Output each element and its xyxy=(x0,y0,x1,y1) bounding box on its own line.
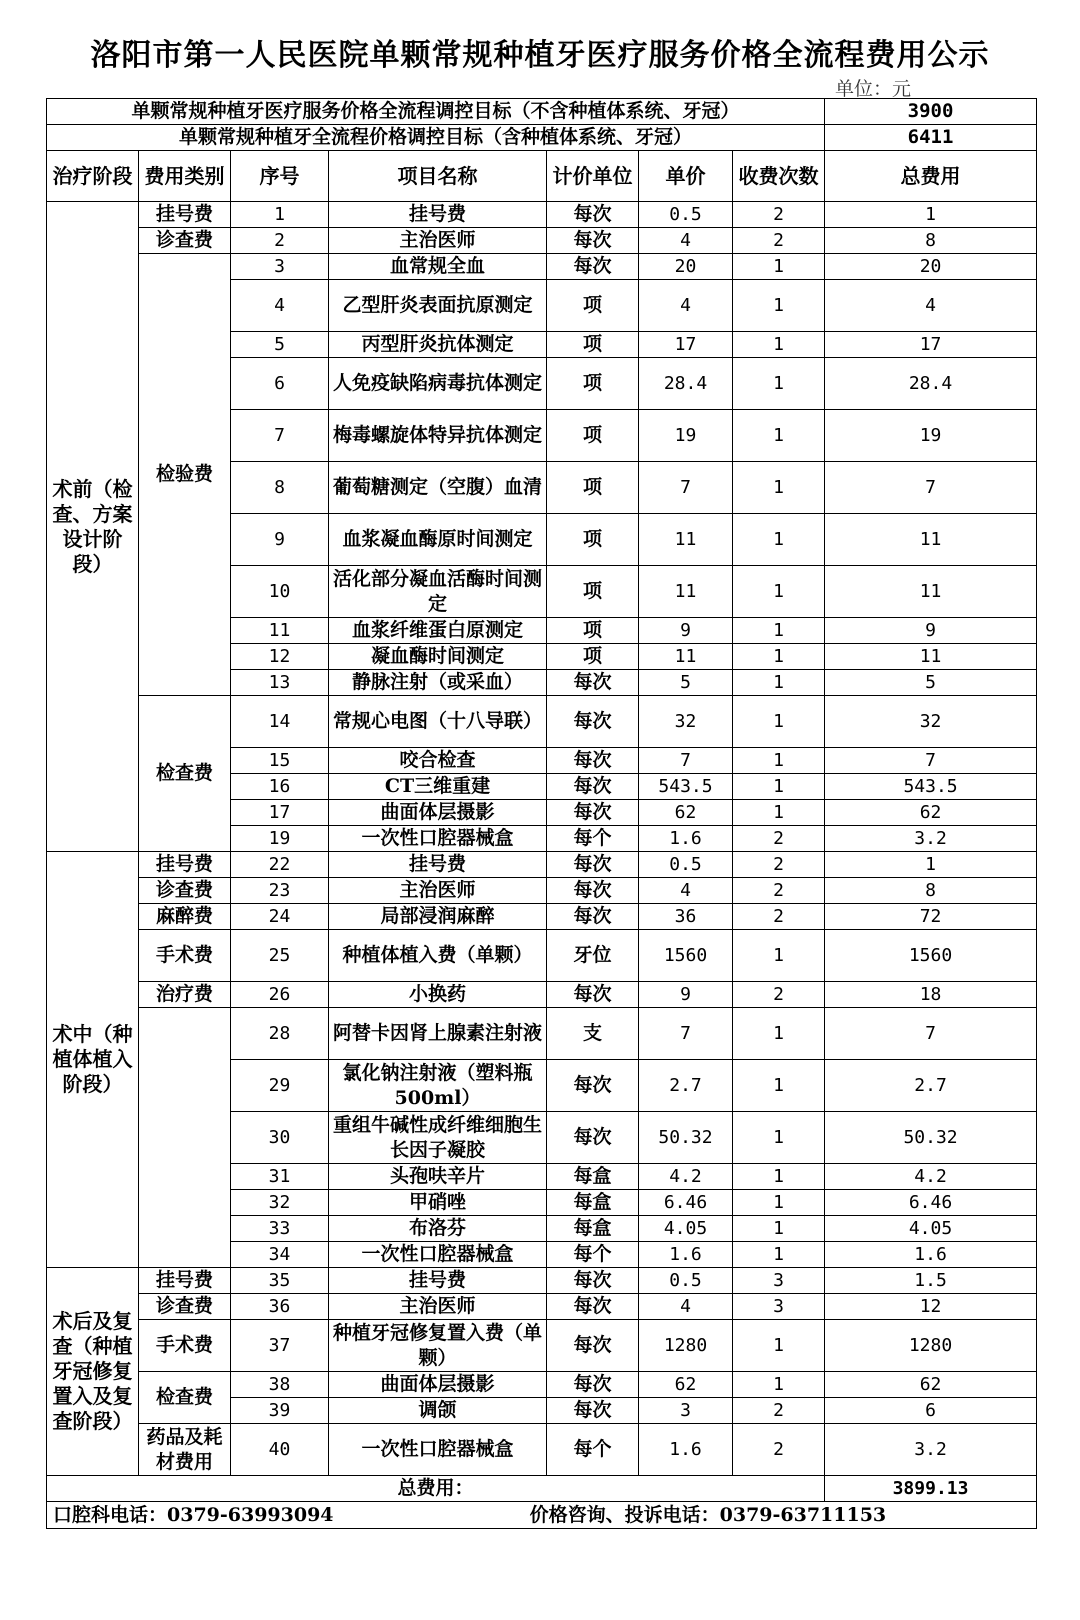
total-cell: 1280 xyxy=(825,1320,1037,1372)
times-cell: 3 xyxy=(733,1268,825,1294)
category-cell: 手术费 xyxy=(139,1320,231,1372)
unit-cell: 每次 xyxy=(547,1060,639,1112)
times-cell: 1 xyxy=(733,1164,825,1190)
times-cell: 1 xyxy=(733,696,825,748)
total-cell: 1.6 xyxy=(825,1242,1037,1268)
times-cell: 2 xyxy=(733,1398,825,1424)
price-cell: 11 xyxy=(639,566,733,618)
times-cell: 2 xyxy=(733,878,825,904)
total-cell: 6 xyxy=(825,1398,1037,1424)
unit-cell: 项 xyxy=(547,280,639,332)
total-cell: 62 xyxy=(825,800,1037,826)
item-name-cell: 重组牛碱性成纤维细胞生长因子凝胶 xyxy=(329,1112,547,1164)
column-header: 总费用 xyxy=(825,151,1037,202)
unit-cell: 每次 xyxy=(547,254,639,280)
item-name-cell: 血浆凝血酶原时间测定 xyxy=(329,514,547,566)
seq-cell: 30 xyxy=(231,1112,329,1164)
times-cell: 1 xyxy=(733,800,825,826)
unit-cell: 每盒 xyxy=(547,1216,639,1242)
total-cell: 11 xyxy=(825,514,1037,566)
price-cell: 543.5 xyxy=(639,774,733,800)
category-cell: 治疗费 xyxy=(139,982,231,1008)
seq-cell: 37 xyxy=(231,1320,329,1372)
seq-cell: 15 xyxy=(231,748,329,774)
price-cell: 3 xyxy=(639,1398,733,1424)
total-cell: 62 xyxy=(825,1372,1037,1398)
stage-cell: 术前（检查、方案设计阶段） xyxy=(47,202,139,852)
times-cell: 2 xyxy=(733,1424,825,1476)
item-name-cell: 血浆纤维蛋白原测定 xyxy=(329,618,547,644)
price-cell: 6.46 xyxy=(639,1190,733,1216)
unit-cell: 项 xyxy=(547,332,639,358)
seq-cell: 1 xyxy=(231,202,329,228)
item-name-cell: 氯化钠注射液（塑料瓶500ml） xyxy=(329,1060,547,1112)
item-name-cell: 布洛芬 xyxy=(329,1216,547,1242)
times-cell: 2 xyxy=(733,826,825,852)
column-header: 治疗阶段 xyxy=(47,151,139,202)
price-cell: 9 xyxy=(639,618,733,644)
seq-cell: 19 xyxy=(231,826,329,852)
price-cell: 4 xyxy=(639,280,733,332)
price-cell: 9 xyxy=(639,982,733,1008)
unit-cell: 每个 xyxy=(547,1242,639,1268)
total-cell: 17 xyxy=(825,332,1037,358)
unit-label: 单位：元 xyxy=(835,78,912,100)
times-cell: 1 xyxy=(733,670,825,696)
item-name-cell: 挂号费 xyxy=(329,852,547,878)
total-cell: 9 xyxy=(825,618,1037,644)
price-cell: 4 xyxy=(639,1294,733,1320)
item-name-cell: 静脉注射（或采血） xyxy=(329,670,547,696)
page-title: 洛阳市第一人民医院单颗常规种植牙医疗服务价格全流程费用公示 xyxy=(90,38,990,73)
unit-cell: 每次 xyxy=(547,800,639,826)
seq-cell: 6 xyxy=(231,358,329,410)
times-cell: 1 xyxy=(733,566,825,618)
category-cell: 检验费 xyxy=(139,254,231,696)
item-name-cell: 阿替卡因肾上腺素注射液 xyxy=(329,1008,547,1060)
item-name-cell: 种植体植入费（单颗） xyxy=(329,930,547,982)
seq-cell: 16 xyxy=(231,774,329,800)
seq-cell: 10 xyxy=(231,566,329,618)
seq-cell: 5 xyxy=(231,332,329,358)
seq-cell: 32 xyxy=(231,1190,329,1216)
total-cell: 28.4 xyxy=(825,358,1037,410)
column-header: 计价单位 xyxy=(547,151,639,202)
times-cell: 1 xyxy=(733,644,825,670)
item-name-cell: 甲硝唑 xyxy=(329,1190,547,1216)
column-header: 单价 xyxy=(639,151,733,202)
target-row xyxy=(47,125,1037,151)
times-cell: 1 xyxy=(733,410,825,462)
seq-cell: 23 xyxy=(231,878,329,904)
footer-cell xyxy=(47,1502,1037,1529)
category-cell xyxy=(139,1008,231,1268)
price-cell: 0.5 xyxy=(639,1268,733,1294)
category-cell: 检查费 xyxy=(139,1372,231,1424)
seq-cell: 28 xyxy=(231,1008,329,1060)
category-cell: 挂号费 xyxy=(139,1268,231,1294)
unit-cell: 项 xyxy=(547,358,639,410)
item-name-cell: 种植牙冠修复置入费（单颗） xyxy=(329,1320,547,1372)
price-cell: 4 xyxy=(639,878,733,904)
times-cell: 2 xyxy=(733,982,825,1008)
price-cell: 4.2 xyxy=(639,1164,733,1190)
item-name-cell: 主治医师 xyxy=(329,878,547,904)
unit-cell: 项 xyxy=(547,514,639,566)
unit-cell: 每次 xyxy=(547,748,639,774)
seq-cell: 13 xyxy=(231,670,329,696)
category-cell: 诊查费 xyxy=(139,1294,231,1320)
total-cell: 4.05 xyxy=(825,1216,1037,1242)
table-row xyxy=(47,1008,1037,1060)
unit-cell: 项 xyxy=(547,410,639,462)
target-label: 单颗常规种植牙医疗服务价格全流程调控目标（不含种植体系统、牙冠） xyxy=(47,99,825,125)
category-cell: 挂号费 xyxy=(139,202,231,228)
total-cell: 4.2 xyxy=(825,1164,1037,1190)
item-name-cell: 曲面体层摄影 xyxy=(329,1372,547,1398)
times-cell: 2 xyxy=(733,228,825,254)
total-row xyxy=(47,1476,1037,1502)
times-cell: 3 xyxy=(733,1294,825,1320)
unit-cell: 每次 xyxy=(547,1372,639,1398)
item-name-cell: 葡萄糖测定（空腹）血清 xyxy=(329,462,547,514)
times-cell: 1 xyxy=(733,332,825,358)
price-cell: 1.6 xyxy=(639,1424,733,1476)
times-cell: 1 xyxy=(733,462,825,514)
total-cell: 11 xyxy=(825,566,1037,618)
total-label: 总费用： xyxy=(47,1476,825,1502)
seq-cell: 22 xyxy=(231,852,329,878)
table-row xyxy=(47,1372,1037,1398)
seq-cell: 9 xyxy=(231,514,329,566)
total-cell: 3.2 xyxy=(825,826,1037,852)
unit-cell: 每次 xyxy=(547,670,639,696)
times-cell: 1 xyxy=(733,254,825,280)
total-value: 3899.13 xyxy=(825,1476,1037,1502)
price-cell: 28.4 xyxy=(639,358,733,410)
unit-cell: 项 xyxy=(547,618,639,644)
item-name-cell: 梅毒螺旋体特异抗体测定 xyxy=(329,410,547,462)
total-cell: 7 xyxy=(825,462,1037,514)
times-cell: 1 xyxy=(733,1216,825,1242)
total-cell: 12 xyxy=(825,1294,1037,1320)
total-cell: 50.32 xyxy=(825,1112,1037,1164)
total-cell: 1.5 xyxy=(825,1268,1037,1294)
category-cell: 麻醉费 xyxy=(139,904,231,930)
seq-cell: 2 xyxy=(231,228,329,254)
unit-cell: 项 xyxy=(547,462,639,514)
total-cell: 8 xyxy=(825,228,1037,254)
price-cell: 1280 xyxy=(639,1320,733,1372)
target-label: 单颗常规种植牙全流程价格调控目标（含种植体系统、牙冠） xyxy=(47,125,825,151)
item-name-cell: 一次性口腔器械盒 xyxy=(329,1242,547,1268)
price-cell: 1.6 xyxy=(639,826,733,852)
price-cell: 11 xyxy=(639,644,733,670)
stage-cell: 术中（种植体植入阶段） xyxy=(47,852,139,1268)
times-cell: 1 xyxy=(733,1060,825,1112)
price-cell: 1.6 xyxy=(639,1242,733,1268)
total-cell: 1 xyxy=(825,852,1037,878)
price-cell: 7 xyxy=(639,748,733,774)
item-name-cell: 一次性口腔器械盒 xyxy=(329,1424,547,1476)
seq-cell: 38 xyxy=(231,1372,329,1398)
seq-cell: 35 xyxy=(231,1268,329,1294)
price-cell: 20 xyxy=(639,254,733,280)
item-name-cell: 挂号费 xyxy=(329,202,547,228)
seq-cell: 17 xyxy=(231,800,329,826)
unit-cell: 每盒 xyxy=(547,1164,639,1190)
column-header: 收费次数 xyxy=(733,151,825,202)
target-value: 6411 xyxy=(825,125,1037,151)
seq-cell: 3 xyxy=(231,254,329,280)
item-name-cell: 头孢呋辛片 xyxy=(329,1164,547,1190)
item-name-cell: 咬合检查 xyxy=(329,748,547,774)
total-cell: 7 xyxy=(825,748,1037,774)
total-cell: 32 xyxy=(825,696,1037,748)
table-row xyxy=(47,982,1037,1008)
table-row xyxy=(47,930,1037,982)
price-cell: 0.5 xyxy=(639,202,733,228)
column-header: 项目名称 xyxy=(329,151,547,202)
target-value: 3900 xyxy=(825,99,1037,125)
complaint-phone: 价格咨询、投诉电话：0379-63711153 xyxy=(529,1503,887,1526)
price-cell: 17 xyxy=(639,332,733,358)
footer-row xyxy=(47,1502,1037,1529)
item-name-cell: 调颌 xyxy=(329,1398,547,1424)
times-cell: 1 xyxy=(733,358,825,410)
seq-cell: 11 xyxy=(231,618,329,644)
times-cell: 1 xyxy=(733,514,825,566)
category-cell: 诊查费 xyxy=(139,878,231,904)
price-cell: 7 xyxy=(639,1008,733,1060)
seq-cell: 40 xyxy=(231,1424,329,1476)
stage-cell: 术后及复查（种植牙冠修复置入及复查阶段） xyxy=(47,1268,139,1476)
unit-cell: 每次 xyxy=(547,878,639,904)
unit-cell: 每次 xyxy=(547,982,639,1008)
item-name-cell: 乙型肝炎表面抗原测定 xyxy=(329,280,547,332)
item-name-cell: 曲面体层摄影 xyxy=(329,800,547,826)
seq-cell: 36 xyxy=(231,1294,329,1320)
total-cell: 11 xyxy=(825,644,1037,670)
table-row xyxy=(47,1268,1037,1294)
total-cell: 3.2 xyxy=(825,1424,1037,1476)
total-cell: 4 xyxy=(825,280,1037,332)
item-name-cell: 局部浸润麻醉 xyxy=(329,904,547,930)
table-row xyxy=(47,1320,1037,1372)
header-row xyxy=(47,151,1037,202)
total-cell: 2.7 xyxy=(825,1060,1037,1112)
category-cell: 挂号费 xyxy=(139,852,231,878)
item-name-cell: 主治医师 xyxy=(329,1294,547,1320)
seq-cell: 26 xyxy=(231,982,329,1008)
price-cell: 4 xyxy=(639,228,733,254)
seq-cell: 12 xyxy=(231,644,329,670)
unit-cell: 支 xyxy=(547,1008,639,1060)
table-row xyxy=(47,852,1037,878)
item-name-cell: 常规心电图（十八导联） xyxy=(329,696,547,748)
times-cell: 1 xyxy=(733,1372,825,1398)
unit-cell: 项 xyxy=(547,644,639,670)
seq-cell: 33 xyxy=(231,1216,329,1242)
unit-cell: 每次 xyxy=(547,1112,639,1164)
price-cell: 5 xyxy=(639,670,733,696)
total-cell: 20 xyxy=(825,254,1037,280)
unit-cell: 每次 xyxy=(547,696,639,748)
times-cell: 2 xyxy=(733,904,825,930)
total-cell: 1 xyxy=(825,202,1037,228)
item-name-cell: 主治医师 xyxy=(329,228,547,254)
seq-cell: 34 xyxy=(231,1242,329,1268)
table-row xyxy=(47,878,1037,904)
price-cell: 2.7 xyxy=(639,1060,733,1112)
table-row xyxy=(47,696,1037,748)
category-cell: 检查费 xyxy=(139,696,231,852)
times-cell: 2 xyxy=(733,202,825,228)
item-name-cell: 一次性口腔器械盒 xyxy=(329,826,547,852)
unit-cell: 牙位 xyxy=(547,930,639,982)
price-cell: 62 xyxy=(639,800,733,826)
unit-cell: 项 xyxy=(547,566,639,618)
seq-cell: 8 xyxy=(231,462,329,514)
unit-cell: 每次 xyxy=(547,1320,639,1372)
seq-cell: 25 xyxy=(231,930,329,982)
unit-cell: 每次 xyxy=(547,774,639,800)
item-name-cell: CT三维重建 xyxy=(329,774,547,800)
total-cell: 72 xyxy=(825,904,1037,930)
seq-cell: 4 xyxy=(231,280,329,332)
times-cell: 1 xyxy=(733,1190,825,1216)
dept-phone: 口腔科电话：0379-63993094 xyxy=(53,1503,334,1526)
unit-cell: 每次 xyxy=(547,1294,639,1320)
unit-cell: 每次 xyxy=(547,1268,639,1294)
times-cell: 1 xyxy=(733,618,825,644)
price-cell: 11 xyxy=(639,514,733,566)
price-cell: 19 xyxy=(639,410,733,462)
price-cell: 7 xyxy=(639,462,733,514)
unit-cell: 每次 xyxy=(547,202,639,228)
unit-cell: 每次 xyxy=(547,228,639,254)
total-cell: 543.5 xyxy=(825,774,1037,800)
unit-cell: 每次 xyxy=(547,852,639,878)
total-cell: 1560 xyxy=(825,930,1037,982)
category-cell: 手术费 xyxy=(139,930,231,982)
price-cell: 36 xyxy=(639,904,733,930)
price-cell: 0.5 xyxy=(639,852,733,878)
unit-cell: 每盒 xyxy=(547,1190,639,1216)
unit-cell: 每个 xyxy=(547,1424,639,1476)
item-name-cell: 人免疫缺陷病毒抗体测定 xyxy=(329,358,547,410)
unit-cell: 每个 xyxy=(547,826,639,852)
fee-table xyxy=(46,98,1037,1529)
total-cell: 19 xyxy=(825,410,1037,462)
times-cell: 1 xyxy=(733,748,825,774)
total-cell: 18 xyxy=(825,982,1037,1008)
table-row xyxy=(47,1294,1037,1320)
times-cell: 1 xyxy=(733,1008,825,1060)
total-cell: 6.46 xyxy=(825,1190,1037,1216)
item-name-cell: 凝血酶时间测定 xyxy=(329,644,547,670)
total-cell: 8 xyxy=(825,878,1037,904)
table-row xyxy=(47,228,1037,254)
price-cell: 4.05 xyxy=(639,1216,733,1242)
seq-cell: 7 xyxy=(231,410,329,462)
item-name-cell: 丙型肝炎抗体测定 xyxy=(329,332,547,358)
seq-cell: 24 xyxy=(231,904,329,930)
column-header: 费用类别 xyxy=(139,151,231,202)
seq-cell: 39 xyxy=(231,1398,329,1424)
item-name-cell: 挂号费 xyxy=(329,1268,547,1294)
column-header: 序号 xyxy=(231,151,329,202)
times-cell: 1 xyxy=(733,930,825,982)
category-cell: 药品及耗材费用 xyxy=(139,1424,231,1476)
times-cell: 1 xyxy=(733,774,825,800)
table-row xyxy=(47,1424,1037,1476)
seq-cell: 29 xyxy=(231,1060,329,1112)
times-cell: 1 xyxy=(733,1320,825,1372)
table-row xyxy=(47,202,1037,228)
price-cell: 62 xyxy=(639,1372,733,1398)
price-cell: 32 xyxy=(639,696,733,748)
total-cell: 5 xyxy=(825,670,1037,696)
times-cell: 1 xyxy=(733,1112,825,1164)
unit-cell: 每次 xyxy=(547,904,639,930)
item-name-cell: 血常规全血 xyxy=(329,254,547,280)
price-cell: 1560 xyxy=(639,930,733,982)
times-cell: 1 xyxy=(733,1242,825,1268)
item-name-cell: 小换药 xyxy=(329,982,547,1008)
table-row xyxy=(47,904,1037,930)
seq-cell: 31 xyxy=(231,1164,329,1190)
unit-cell: 每次 xyxy=(547,1398,639,1424)
total-cell: 7 xyxy=(825,1008,1037,1060)
category-cell: 诊查费 xyxy=(139,228,231,254)
times-cell: 1 xyxy=(733,280,825,332)
table-row xyxy=(47,254,1037,280)
price-cell: 50.32 xyxy=(639,1112,733,1164)
seq-cell: 14 xyxy=(231,696,329,748)
target-row xyxy=(47,99,1037,125)
item-name-cell: 活化部分凝血活酶时间测定 xyxy=(329,566,547,618)
times-cell: 2 xyxy=(733,852,825,878)
